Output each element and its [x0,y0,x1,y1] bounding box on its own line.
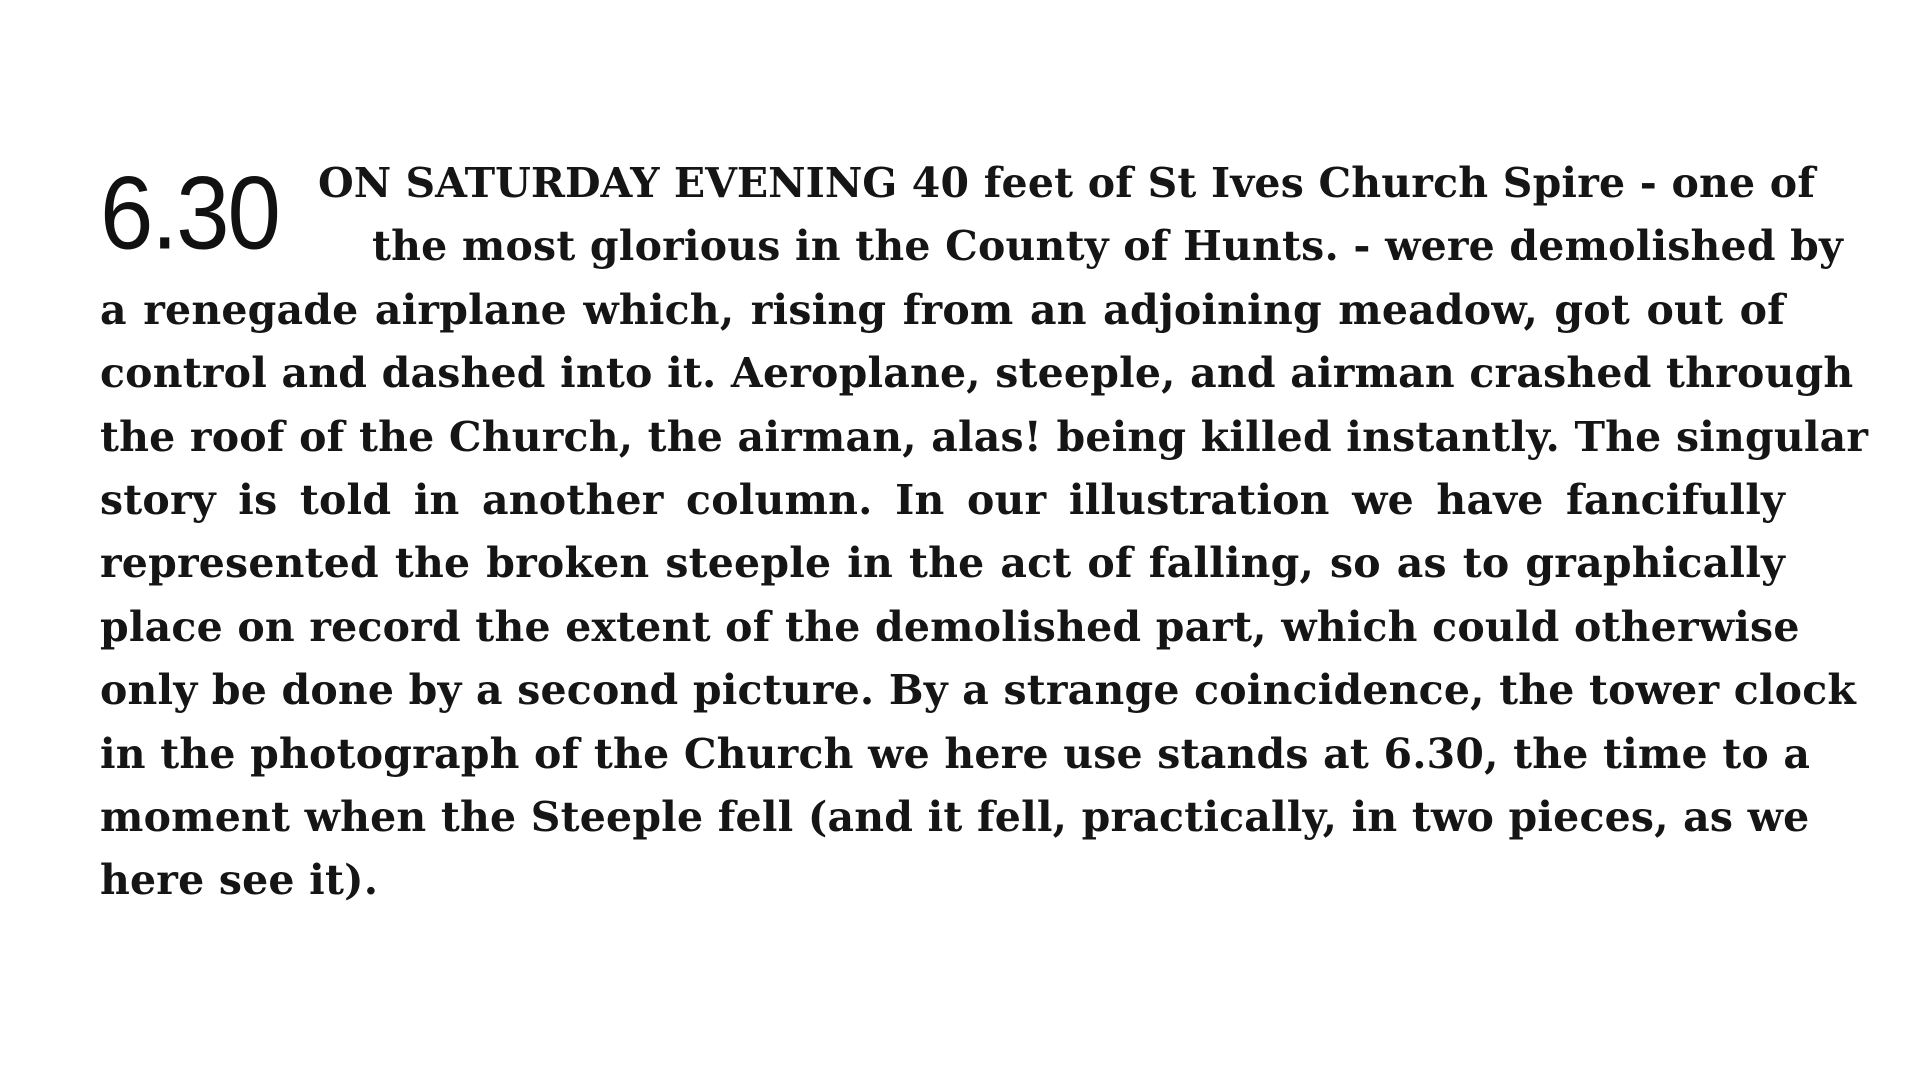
article-line-last: here see it). [100,856,379,905]
article-line: story is told in another column. In our illustration we have fancifully [100,475,1785,524]
article-line-text: 40 feet of St Ives Church Spire - one of [897,159,1816,207]
article-line: control and dashed into it. Aeroplane, steeple, and airman crashed through [100,349,1854,398]
article-line: a renegade airplane which, rising from an adjoining meadow, got out of [100,285,1785,334]
article-line [318,152,1816,215]
article-line: only be done by a second picture. By a strange coincidence, the tower clock [100,666,1856,715]
article-lead-in: ON SATURDAY EVENING [318,159,898,207]
article [100,152,1869,913]
article-line: the most glorious in the County of Hunts. - were demolished by [372,222,1844,271]
article-line: place on record the extent of the demolished part, which could otherwise [100,602,1800,651]
article-line: in the photograph of the Church we here use stands at 6.30, the time to a [100,729,1811,778]
article-line: the roof of the Church, the airman, alas! being killed instantly. The singular [100,412,1869,461]
article-line: moment when the Steeple fell (and it fell, practically, in two pieces, as we [100,792,1810,841]
article-dropcap-time: 6.30 [100,155,279,272]
article-line: represented the broken steeple in the act of falling, so as to graphically [100,539,1785,588]
